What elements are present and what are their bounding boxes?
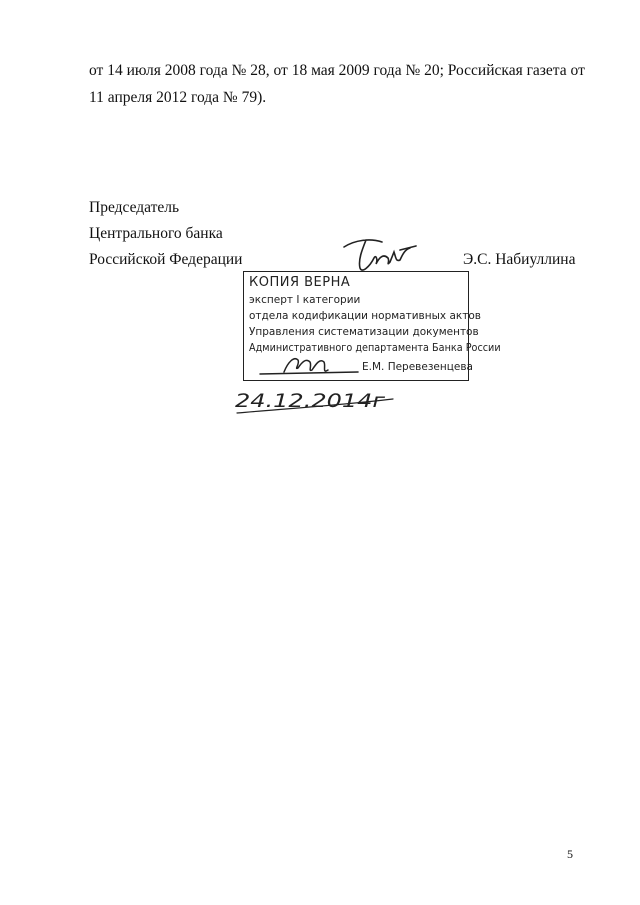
stamp-name: Е.М. Перевезенцева [362,361,473,373]
body-paragraph [89,57,589,111]
signatory-title-line-2: Центрального банка [89,225,223,242]
stamp-signature [254,352,364,380]
page-number: 5 [567,847,573,861]
signatory-title-line-1: Председатель [89,199,180,216]
stamp-line-4: Административного департамента Банка России [249,342,501,354]
handwritten-date-text: 24.12.2014г [235,390,387,412]
stamp-title: КОПИЯ ВЕРНА [249,275,351,290]
certification-stamp [243,271,501,381]
handwritten-date [233,383,403,419]
stamp-line-2: отдела кодификации нормативных актов [249,310,481,322]
signatory-name: Э.С. Набиуллина [463,251,576,268]
body-line-1: от 14 июля 2008 года № 28, от 18 мая 2009 года № 20; Российская газета от [89,62,585,79]
stamp-line-3: Управления систематизации документов [249,326,479,338]
stamp-line-1: эксперт I категории [249,294,361,306]
signatory-title-line-3: Российской Федерации [89,251,243,268]
body-line-2: 11 апреля 2012 года № 79). [89,89,267,106]
